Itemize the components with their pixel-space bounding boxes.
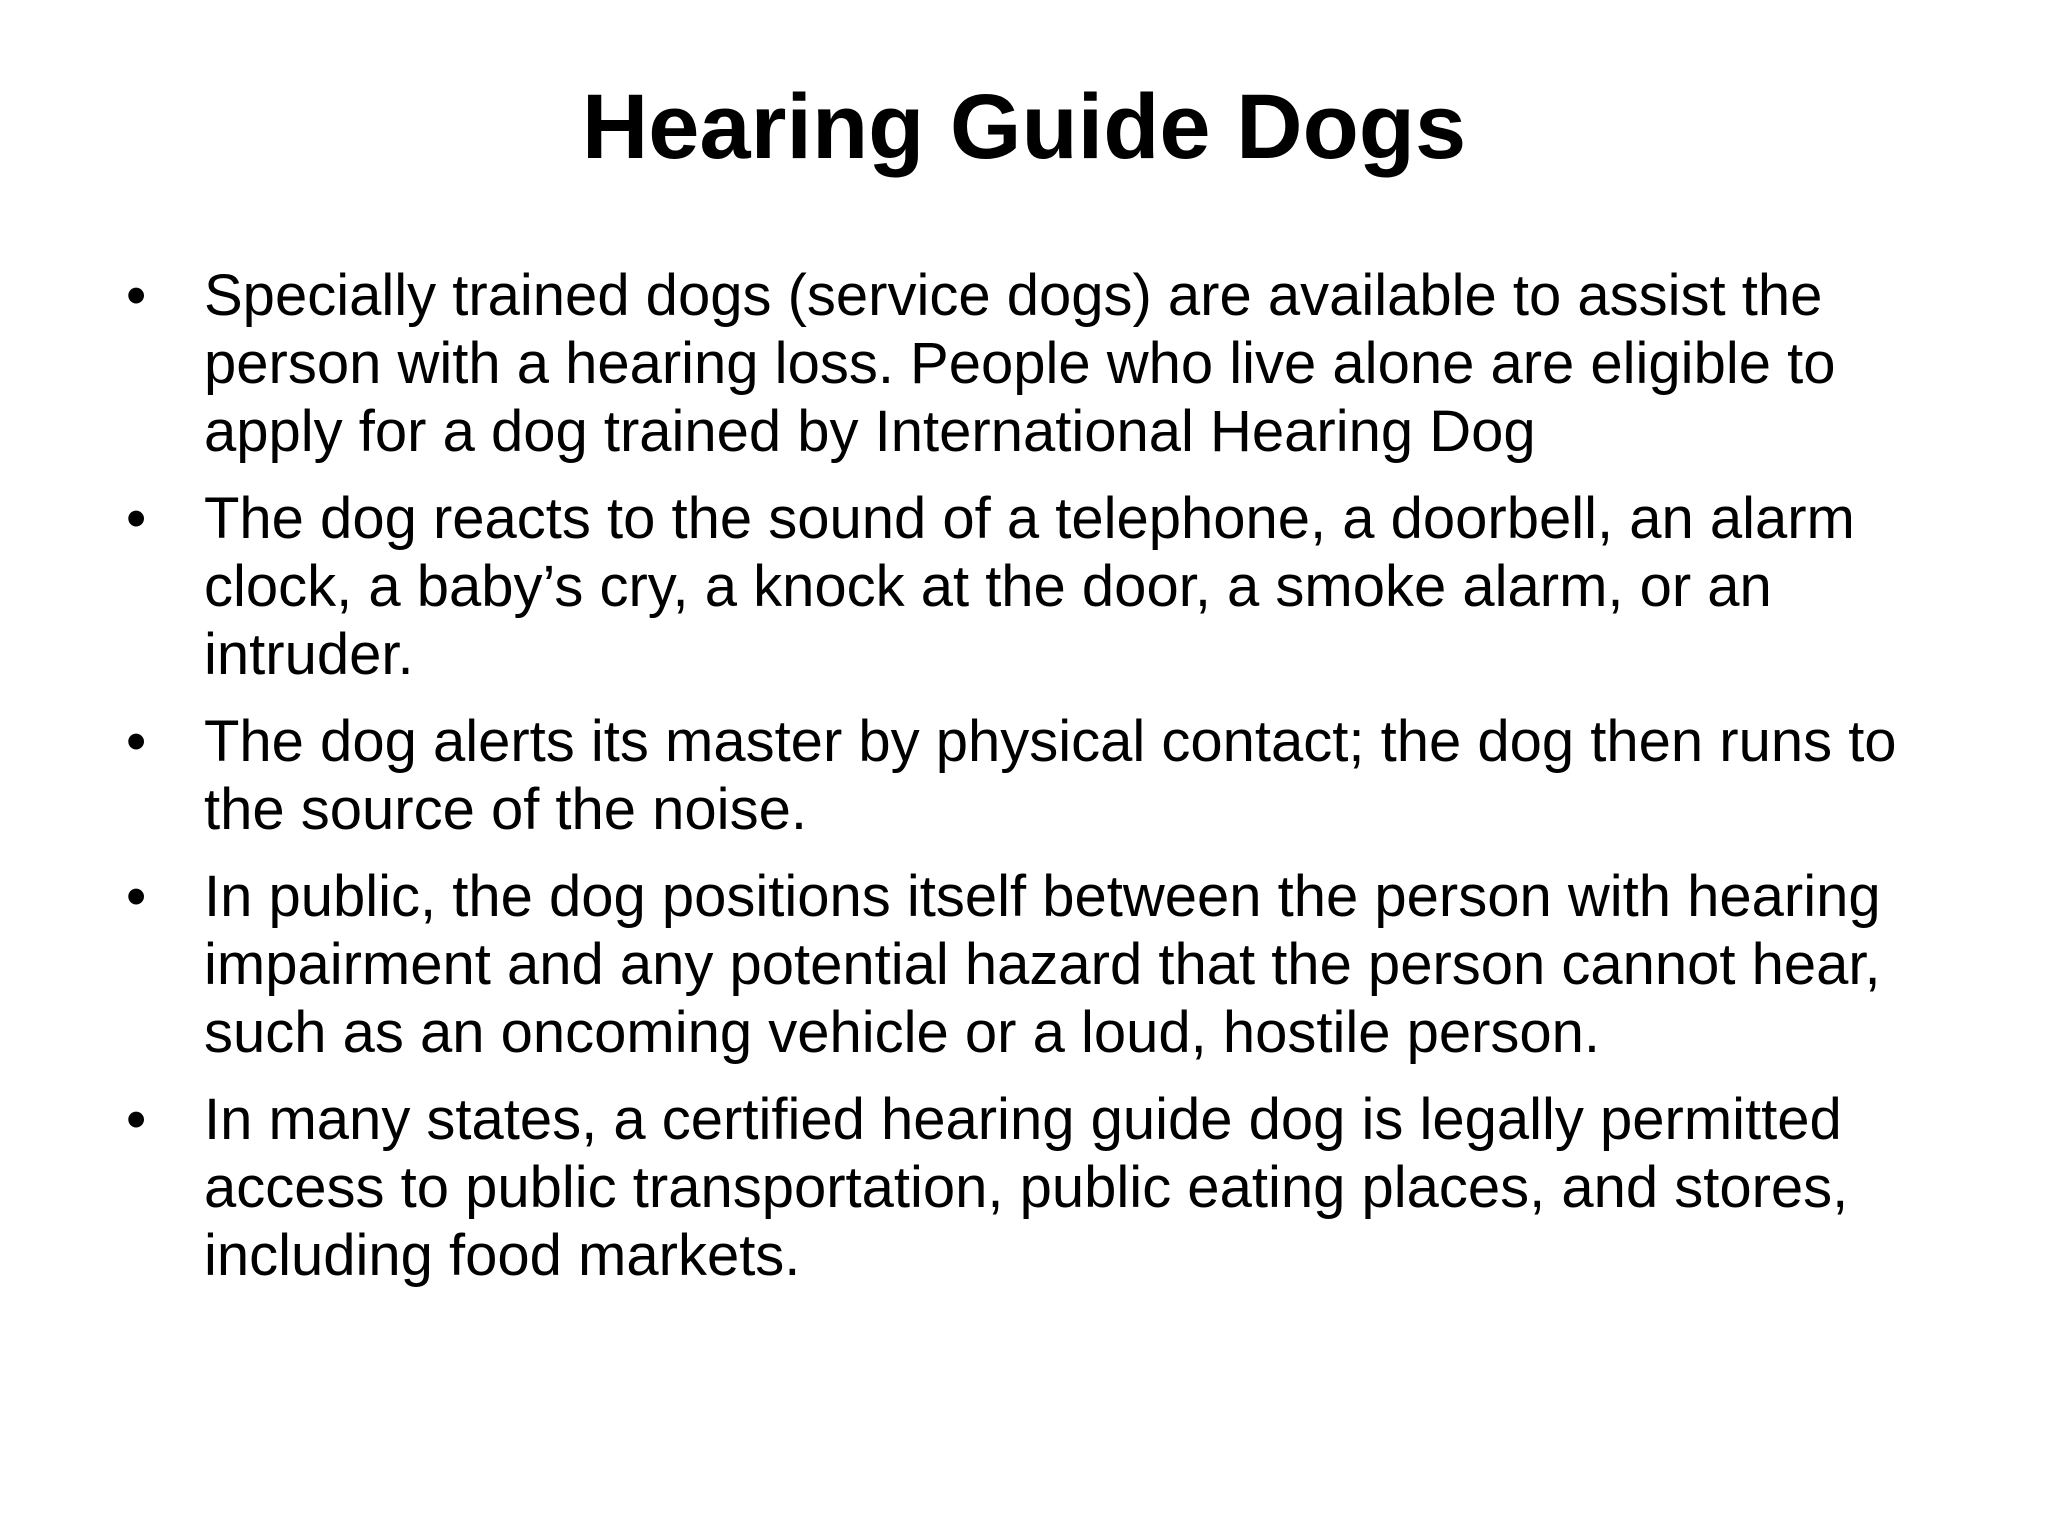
bullet-list [122, 262, 1942, 1309]
bullet-icon: • [126, 1087, 147, 1152]
bullet-icon: • [126, 709, 147, 774]
bullet-icon: • [126, 263, 147, 328]
bullet-text: In public, the dog positions itself between the person with hearing impairment and any potential hazard that the person cannot hear, such as an oncoming vehicle or a loud, hostile person. [204, 864, 1881, 1065]
bullet-item [122, 485, 1942, 689]
bullet-text: The dog reacts to the sound of a telephone, a doorbell, an alarm clock, a baby’s cry, a knock at the door, a smoke alarm, or an intruder. [204, 486, 1855, 687]
bullet-text: In many states, a certified hearing guide dog is legally permitted access to public transportation, public eating places, and stores, including food markets. [204, 1087, 1849, 1288]
bullet-icon: • [126, 864, 147, 929]
slide-title: Hearing Guide Dogs [581, 76, 1467, 178]
bullet-item [122, 1086, 1942, 1290]
bullet-text: Specially trained dogs (service dogs) are available to assist the person with a hearing loss. People who live alone are eligible to apply for a dog trained by International Hearing Dog [204, 263, 1836, 464]
bullet-icon: • [126, 486, 147, 551]
bullet-item [122, 262, 1942, 466]
bullet-item [122, 708, 1942, 844]
bullet-text: The dog alerts its master by physical contact; the dog then runs to the source of the noise. [204, 709, 1897, 842]
bullet-item [122, 863, 1942, 1067]
